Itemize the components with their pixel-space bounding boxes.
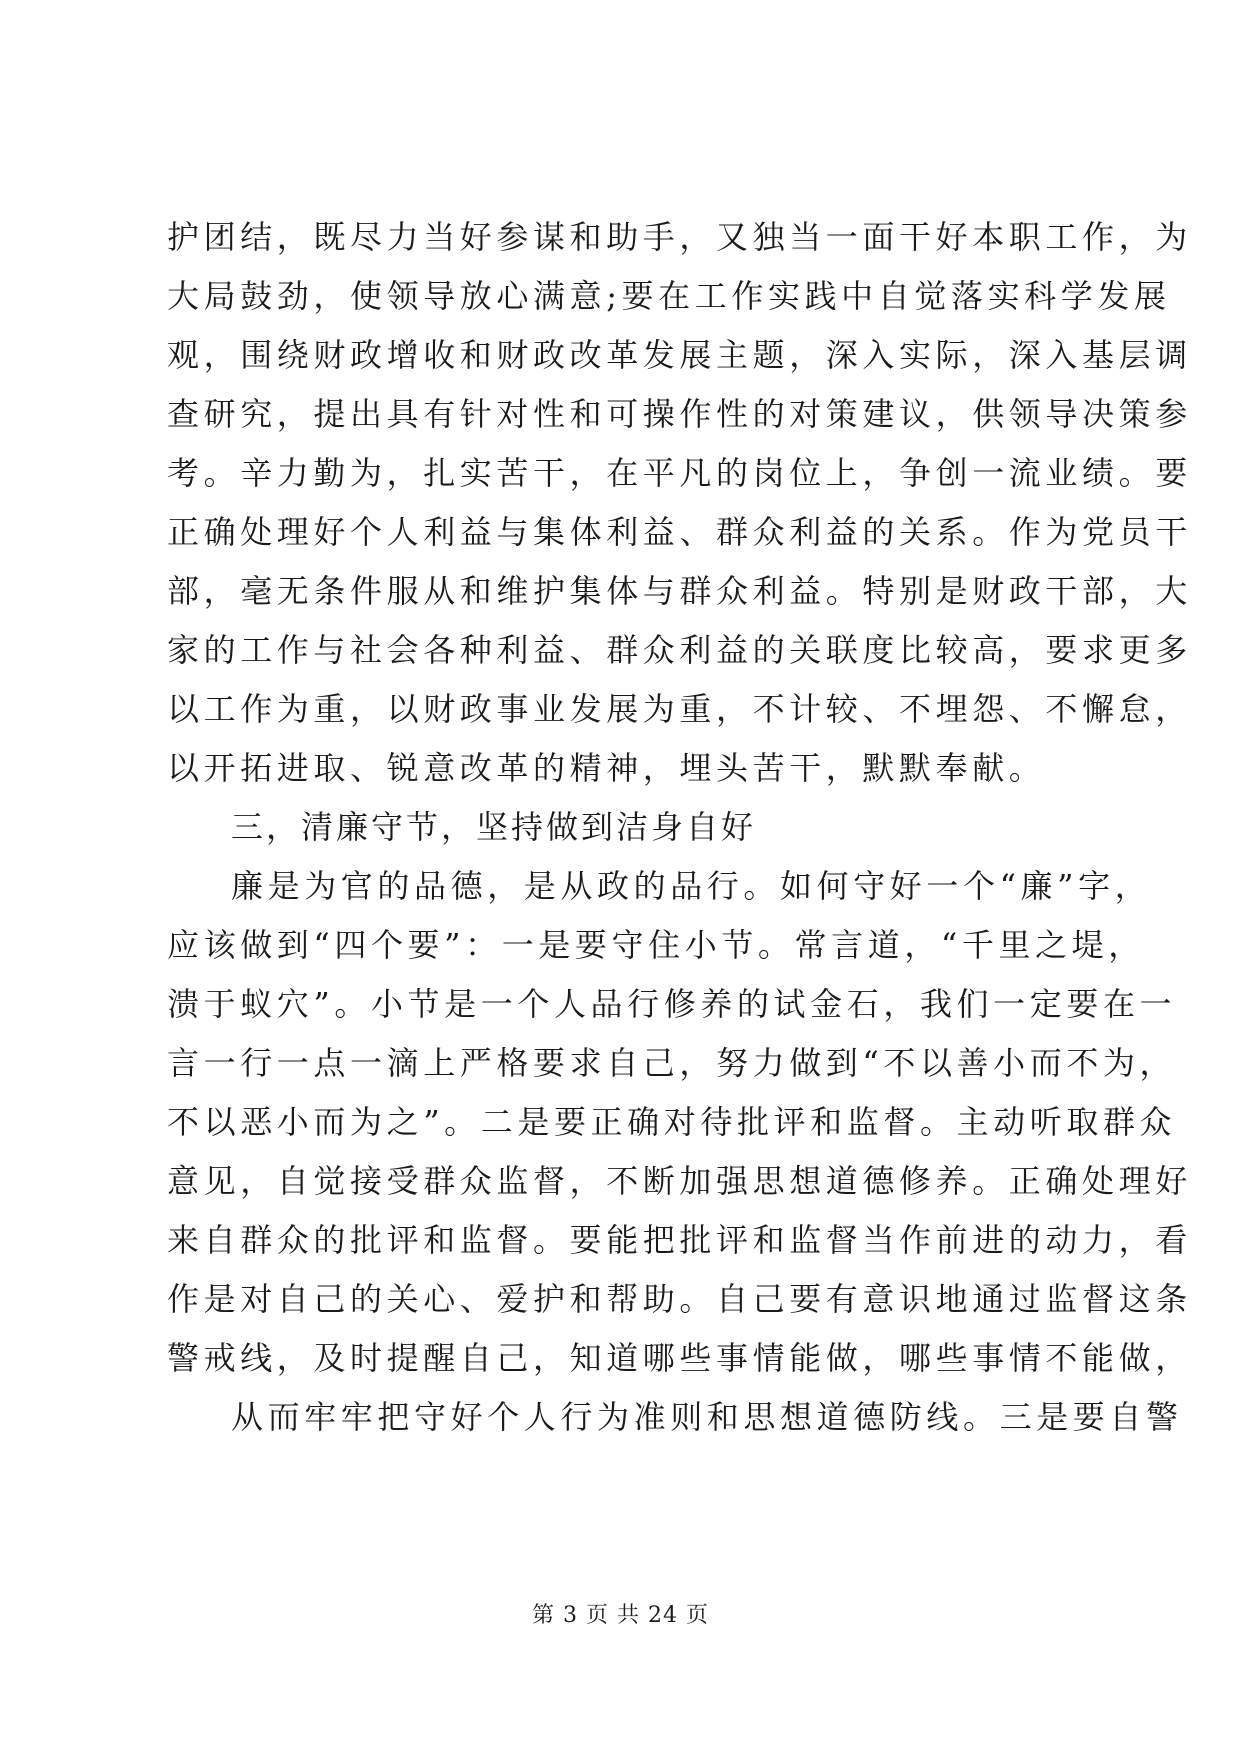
body-text-line: 家的工作与社会各种利益、群众利益的关联度比较高，要求更多: [167, 631, 1192, 669]
body-text-line: 查研究，提出具有针对性和可操作性的对策建议，供领导决策参: [167, 395, 1192, 433]
body-text-line: 应该做到“四个要”：一是要守住小节。常言道，“千里之堤，: [167, 926, 1145, 964]
body-text-line: 意见，自觉接受群众监督，不断加强思想道德修养。正确处理好: [167, 1162, 1192, 1200]
body-text-line: 作是对自己的关心、爱护和帮助。自己要有意识地通过监督这条: [167, 1280, 1192, 1318]
body-text-line: 正确处理好个人利益与集体利益、群众利益的关系。作为党员干: [167, 513, 1192, 551]
body-text-line: 护团结，既尽力当好参谋和助手，又独当一面干好本职工作，为: [167, 218, 1192, 256]
paragraph-first-line: 从而牢牢把守好个人行为准则和思想道德防线。三是要自警: [231, 1398, 1183, 1436]
paragraph-first-line: 廉是为官的品德，是从政的品行。如何守好一个“廉”字，: [231, 867, 1152, 905]
body-text-line: 警戒线，及时提醒自己，知道哪些事情能做，哪些事情不能做，: [167, 1339, 1192, 1377]
body-text-line: 言一行一点一滴上严格要求自己，努力做到“不以善小而不为，: [167, 1044, 1177, 1082]
body-text-line: 溃于蚁穴”。小节是一个人品行修养的试金石，我们一定要在一: [167, 985, 1177, 1023]
body-text-line: 以工作为重，以财政事业发展为重，不计较、不埋怨、不懈怠，: [167, 690, 1192, 728]
section-heading: 三，清廉守节，坚持做到洁身自好: [231, 808, 757, 846]
body-text-line: 不以恶小而为之”。二是要正确对待批评和监督。主动听取群众: [167, 1103, 1177, 1141]
body-text-line: 以开拓进取、锐意改革的精神，埋头苦干，默默奉献。: [167, 749, 1046, 787]
body-text-line: 大局鼓劲，使领导放心满意;要在工作实践中自觉落实科学发展: [167, 277, 1171, 315]
body-text-line: 部，毫无条件服从和维护集体与群众利益。特别是财政干部，大: [167, 572, 1192, 610]
body-text-line: 来自群众的批评和监督。要能把批评和监督当作前进的动力，看: [167, 1221, 1192, 1259]
body-text-line: 观，围绕财政增收和财政改革发展主题，深入实际，深入基层调: [167, 336, 1192, 374]
body-text-line: 考。辛力勤为，扎实苦干，在平凡的岗位上，争创一流业绩。要: [167, 454, 1192, 492]
page-number-footer: 第 3 页 共 24 页: [532, 1603, 709, 1628]
